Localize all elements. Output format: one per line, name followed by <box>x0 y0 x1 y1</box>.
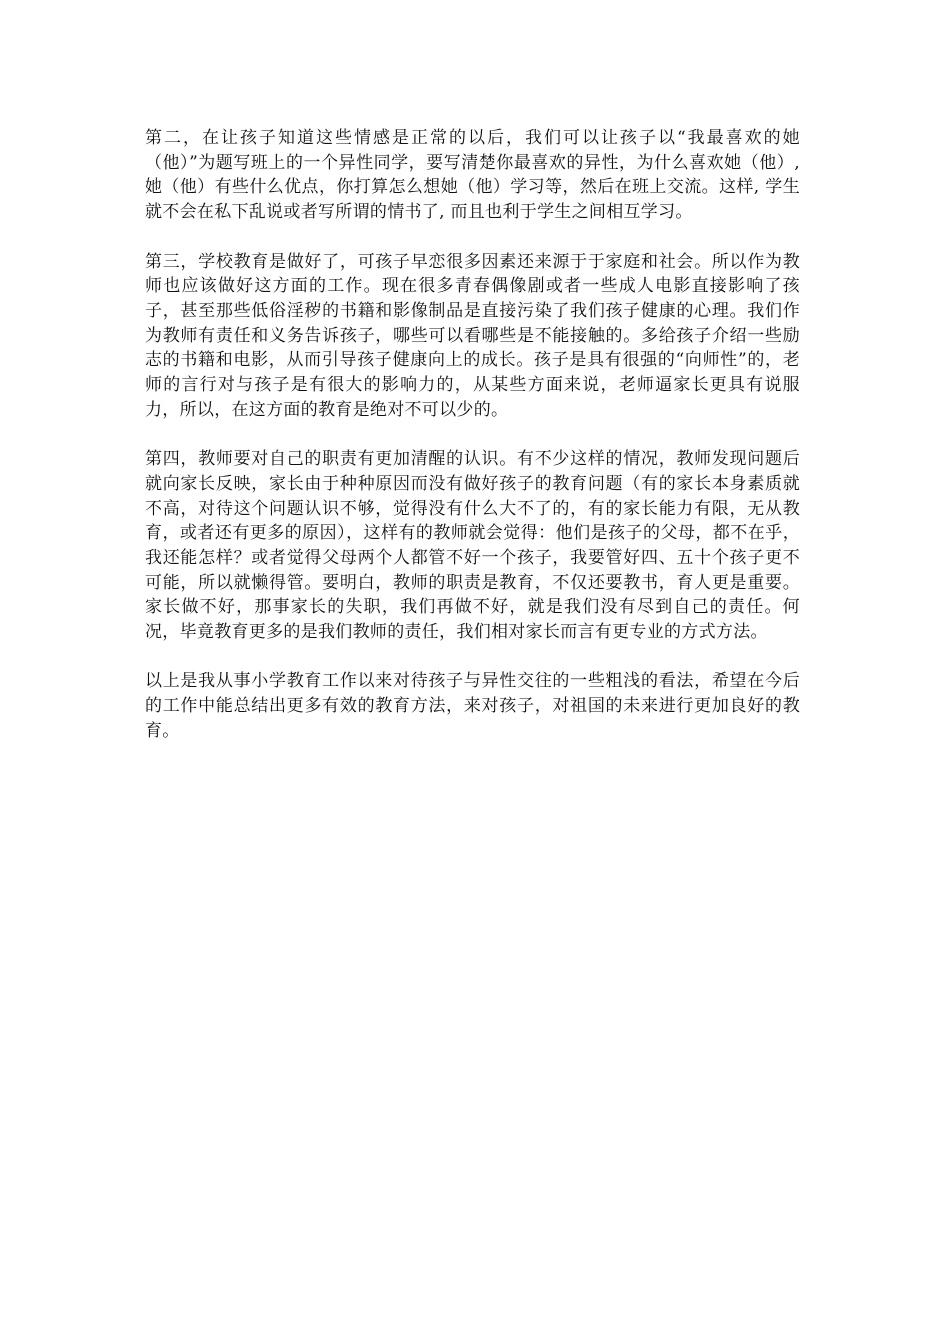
document-body <box>145 126 800 768</box>
paragraph-third-point: 第三，学校教育是做好了，可孩子早恋很多因素还来源于于家庭和社会。所以作为教师也应该做好这方面的工作。现在很多青春偶像剧或者一些成人电影直接影响了孩子，甚至那些低俗淫秽的书籍和影像制品是直接污染了我们孩子健康的心理。我们作为教师有责任和义务告诉孩子，哪些可以看哪些是不能接触的。多给孩子介绍一些励志的书籍和电影，从而引导孩子健康向上的成长。孩子是具有很强的“向师性”的，老师的言行对与孩子是有很大的影响力的，从某些方面来说，老师逼家长更具有说服力，所以，在这方面的教育是绝对不可以少的。 <box>145 251 800 420</box>
paragraph-second-point: 第二，在让孩子知道这些情感是正常的以后，我们可以让孩子以“我最喜欢的她（他）”为题写班上的一个异性同学，要写清楚你最喜欢的异性，为什么喜欢她（他）, 她（他）有些什么优点，你打算怎么想她（他）学习等，然后在班上交流。这样, 学生就不会在私下乱说或者写所谓的情书了, 而且也利于学生之间相互学习。 <box>145 128 800 223</box>
paragraph-fourth-point: 第四，教师要对自己的职责有更加清醒的认识。有不少这样的情况，教师发现问题后就向家长反映，家长由于种种原因而没有做好孩子的教育问题（有的家长本身素质就不高，对待这个问题认识不够，觉得没有什么大不了的，有的家长能力有限，无从教育，或者还有更多的原因），这样有的教师就会觉得：他们是孩子的父母，都不在乎，我还能怎样？或者觉得父母两个人都管不好一个孩子，我要管好四、五十个孩子更不可能，所以就懒得管。要明白，教师的职责是教育，不仅还要教书，育人更是重要。家长做不好，那事家长的失职，我们再做不好，就是我们没有尽到自己的责任。何况，毕竟教育更多的是我们教师的责任，我们相对家长而言有更专业的方式方法。 <box>145 449 800 643</box>
paragraph-conclusion: 以上是我从事小学教育工作以来对待孩子与异性交往的一些粗浅的看法，希望在今后的工作中能总结出更多有效的教育方法，来对孩子，对祖国的未来进行更加良好的教育。 <box>145 671 800 741</box>
